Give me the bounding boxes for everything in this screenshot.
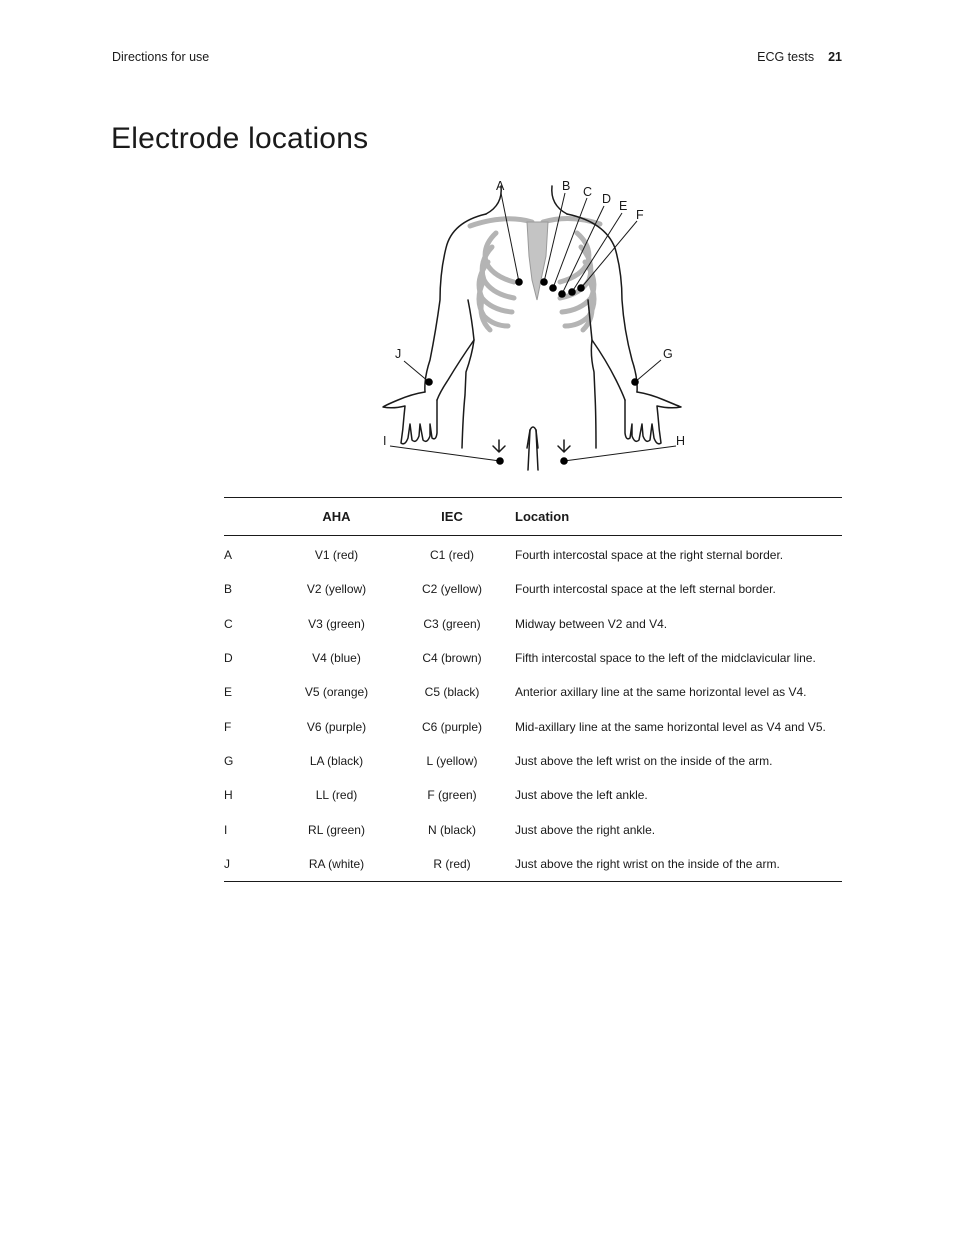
- table-row: [224, 675, 842, 709]
- label-i: I: [383, 434, 387, 448]
- row-id: F: [224, 719, 232, 734]
- table-row: [224, 536, 842, 573]
- table-row: [224, 744, 842, 778]
- header-aha: AHA: [280, 498, 393, 536]
- row-location: Midway between V2 and V4.: [515, 616, 668, 631]
- row-aha: V4 (blue): [312, 651, 361, 666]
- running-header-right: [757, 50, 842, 64]
- sternum: [527, 222, 548, 300]
- row-id: A: [224, 548, 233, 563]
- electrode-i-dot: [496, 457, 504, 465]
- row-location: Fourth intercostal space at the right sternal border.: [515, 548, 784, 563]
- electrode-diagram: [370, 172, 700, 482]
- row-location: Just above the left wrist on the inside of the arm.: [515, 753, 773, 768]
- page-number: 21: [828, 50, 842, 64]
- label-h: H: [676, 434, 686, 448]
- label-b: B: [562, 179, 571, 193]
- row-iec: R (red): [393, 847, 511, 882]
- label-f: F: [636, 208, 644, 222]
- row-id: J: [224, 847, 280, 882]
- label-g: G: [663, 347, 673, 361]
- row-aha: RL (green): [308, 822, 365, 837]
- row-iec: L (yellow): [426, 753, 478, 768]
- table-row: [224, 572, 842, 606]
- electrode-e-dot: [568, 288, 576, 296]
- table-row: [224, 607, 842, 641]
- electrode-c-dot: [549, 284, 557, 292]
- label-c: C: [583, 185, 593, 199]
- electrode-h-dot: [560, 457, 568, 465]
- row-iec: C6 (purple): [421, 719, 483, 734]
- row-aha: V3 (green): [308, 616, 365, 631]
- header-id: [224, 498, 280, 536]
- row-aha: LA (black): [309, 753, 364, 768]
- electrode-a-dot: [515, 278, 523, 286]
- row-id: B: [224, 582, 233, 597]
- running-header-left: Directions for use: [112, 50, 210, 64]
- row-id: C: [224, 616, 233, 631]
- row-location: Just above the left ankle.: [515, 788, 648, 803]
- electrode-table: [224, 497, 842, 882]
- row-id: G: [224, 753, 234, 768]
- electrode-g-dot: [631, 378, 639, 386]
- row-aha: V2 (yellow): [306, 582, 367, 597]
- label-e: E: [619, 199, 628, 213]
- section-name: ECG tests: [757, 50, 815, 64]
- row-location: Mid-axillary line at the same horizontal level as V4 and V5.: [515, 719, 826, 734]
- row-location: Just above the right ankle.: [515, 822, 656, 837]
- row-iec: C4 (brown): [422, 651, 482, 666]
- row-aha: V6 (purple): [306, 719, 367, 734]
- row-iec: C5 (black): [424, 685, 480, 700]
- table-row: [224, 641, 842, 675]
- row-location: Just above the right wrist on the inside of the arm.: [511, 847, 842, 882]
- page-title: Electrode locations: [111, 122, 369, 155]
- label-j: J: [395, 347, 402, 361]
- table-header-row: [224, 498, 842, 536]
- electrode-b-dot: [540, 278, 548, 286]
- row-id: E: [224, 685, 233, 700]
- header-location: Location: [511, 498, 842, 536]
- row-id: H: [224, 788, 233, 803]
- electrode-j-dot: [425, 378, 433, 386]
- row-location: Anterior axillary line at the same horizontal level as V4.: [515, 685, 807, 700]
- row-iec: N (black): [427, 822, 476, 837]
- row-location: Fourth intercostal space at the left sternal border.: [515, 582, 776, 597]
- row-iec: F (green): [427, 788, 477, 803]
- table-row: [224, 812, 842, 846]
- row-iec: C1 (red): [429, 548, 474, 563]
- table-row: [224, 778, 842, 812]
- row-aha: RA (white): [280, 847, 393, 882]
- table-row: [224, 847, 842, 882]
- header-iec: IEC: [393, 498, 511, 536]
- electrode-f-dot: [577, 284, 585, 292]
- row-iec: C2 (yellow): [421, 582, 482, 597]
- body-outline-illustration: [370, 172, 700, 482]
- row-location: Fifth intercostal space to the left of the midclavicular line.: [515, 651, 816, 666]
- row-aha: V5 (orange): [304, 685, 369, 700]
- row-id: I: [224, 822, 228, 837]
- electrode-dots: [425, 278, 639, 465]
- row-aha: LL (red): [315, 788, 358, 803]
- label-a: A: [496, 179, 505, 193]
- row-id: D: [224, 651, 233, 666]
- electrode-d-dot: [558, 290, 566, 298]
- row-iec: C3 (green): [423, 616, 481, 631]
- label-d: D: [602, 192, 612, 206]
- table-row: [224, 709, 842, 743]
- row-aha: V1 (red): [314, 548, 359, 563]
